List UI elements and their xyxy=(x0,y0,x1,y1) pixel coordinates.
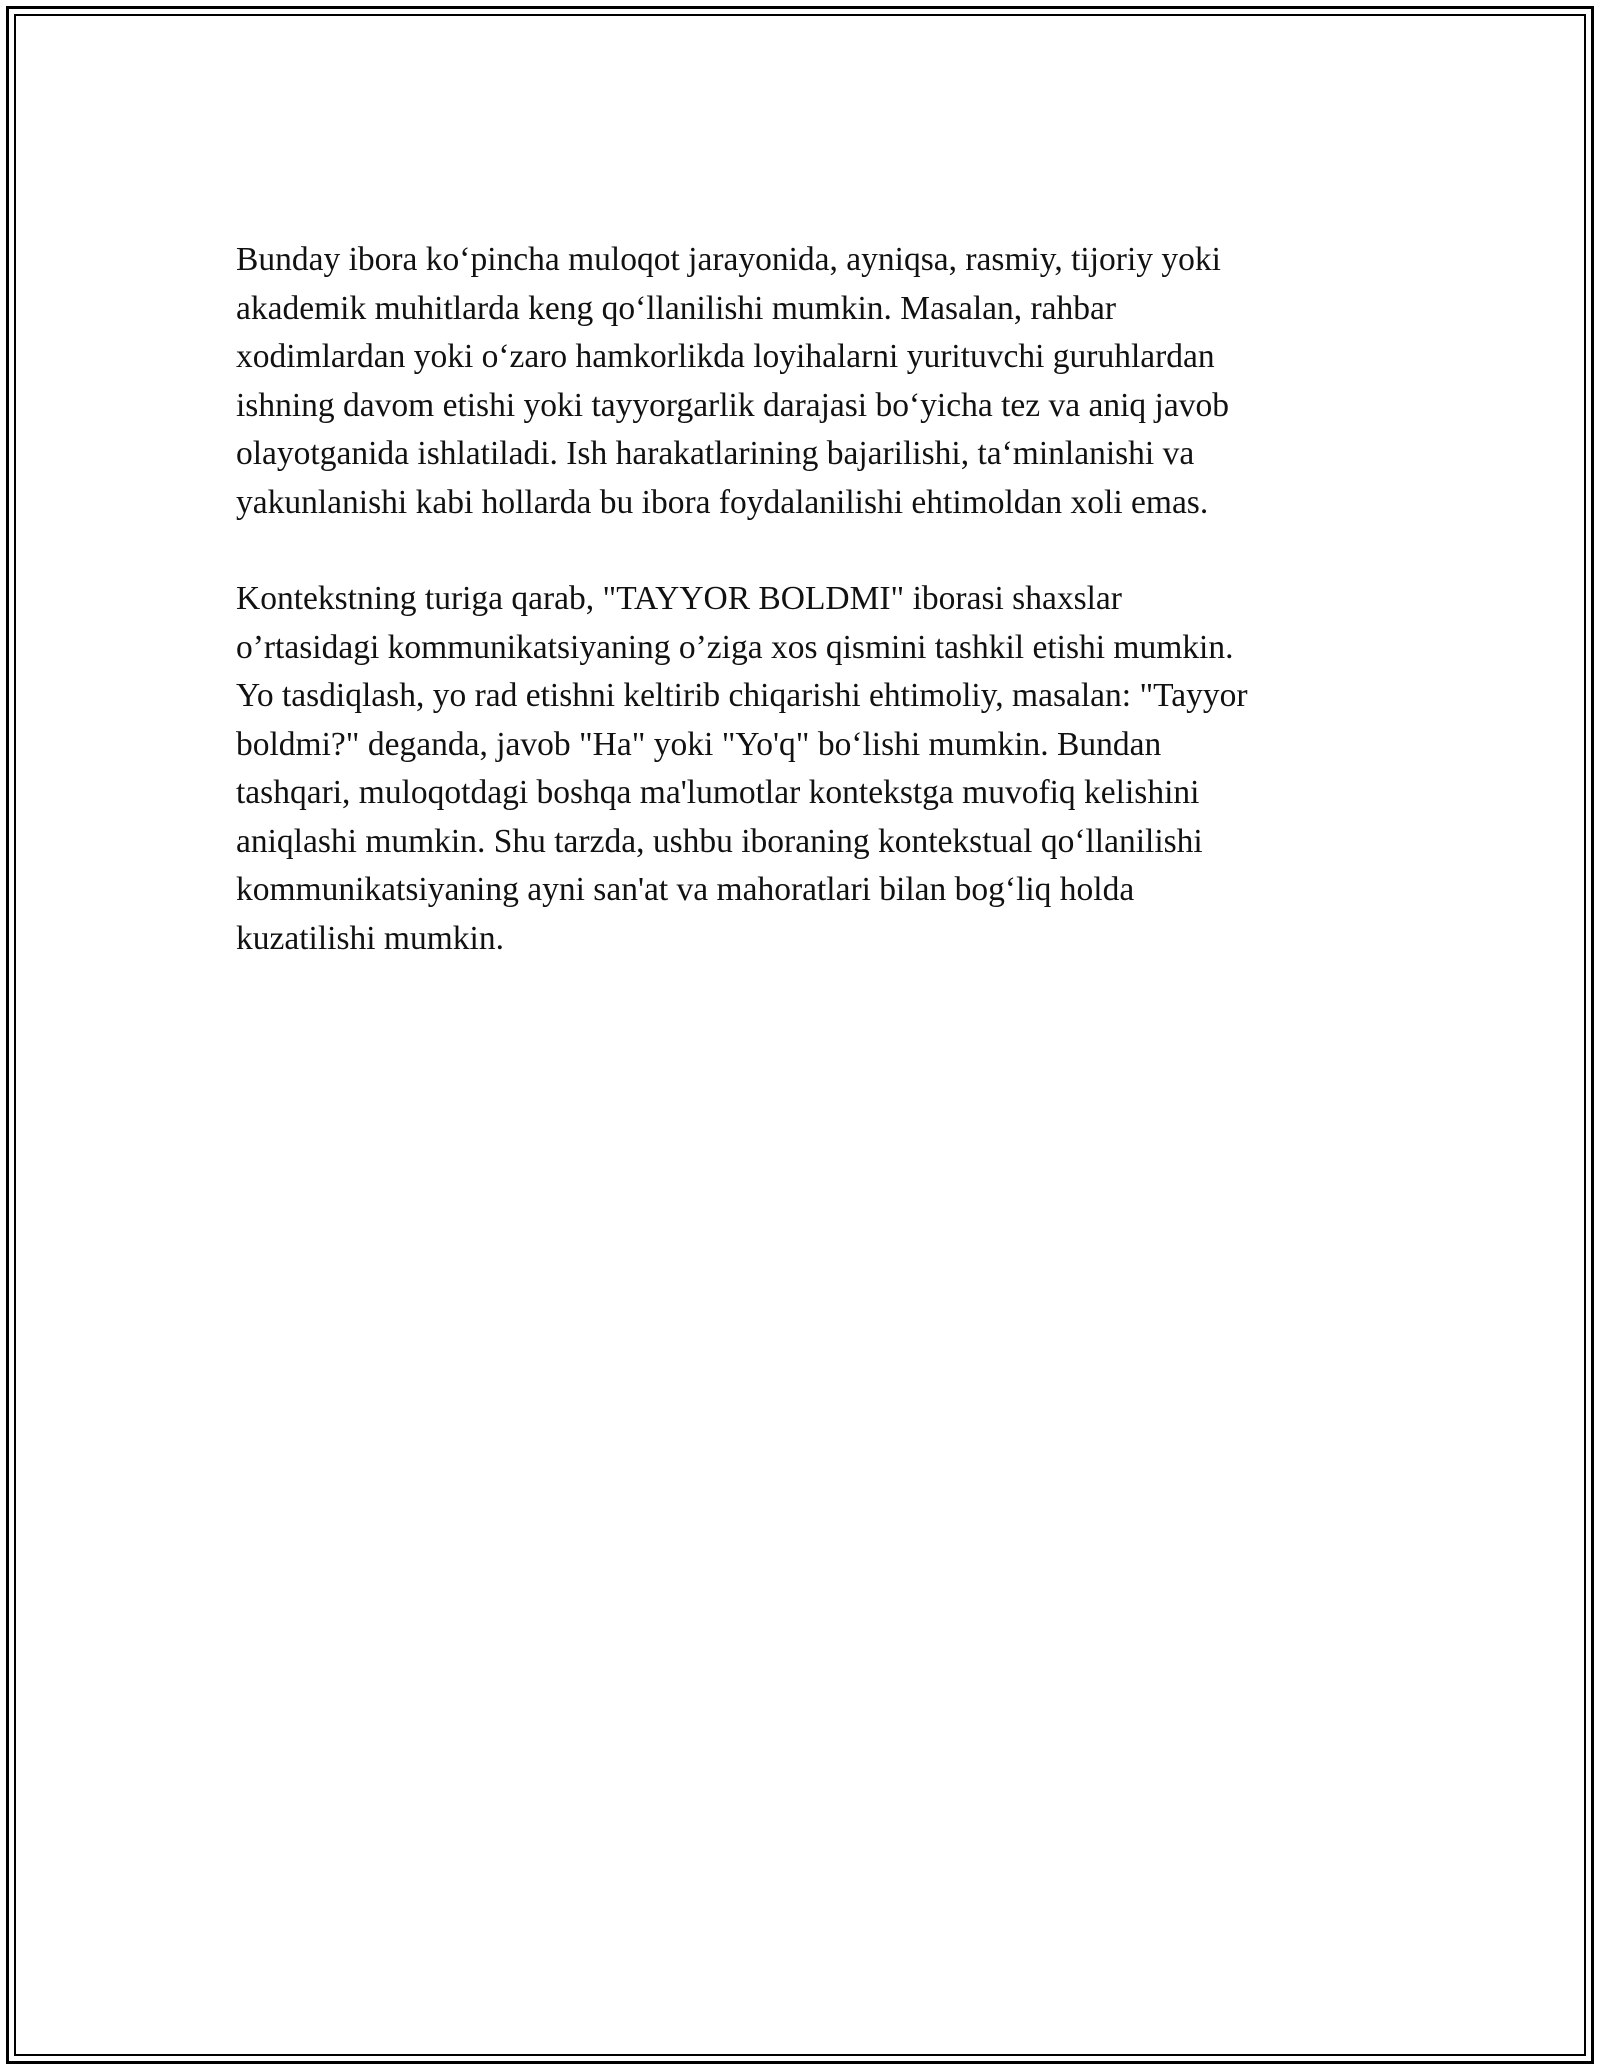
document-body xyxy=(236,236,1366,1011)
text-line: boldmi?" deganda, javob "Ha" yoki "Yo'q" bo‘lishi mumkin. Bundan xyxy=(236,725,1162,763)
text-line: akademik muhitlarda keng qo‘llanilishi mumkin. Masalan, rahbar xyxy=(236,289,1117,327)
text-line: olayotganida ishlatiladi. Ish harakatlarining bajarilishi, ta‘minlanishi va xyxy=(236,435,1195,472)
text-line: ishning davom etishi yoki tayyorgarlik darajasi bo‘yicha tez va aniq javob xyxy=(236,386,1229,424)
text-line: Kontekstning turiga qarab, "TAYYOR BOLDMI" iborasi shaxslar xyxy=(236,580,1122,617)
paragraph-2 xyxy=(236,575,1366,963)
text-line: aniqlashi mumkin. Shu tarzda, ushbu iboraning kontekstual qo‘llanilishi xyxy=(236,822,1203,860)
text-line: o’rtasidagi kommunikatsiyaning o’ziga xos qismini tashkil etishi mumkin. xyxy=(236,628,1234,666)
text-line: kuzatilishi mumkin. xyxy=(236,919,504,957)
text-line: xodimlardan yoki o‘zaro hamkorlikda loyihalarni yurituvchi guruhlardan xyxy=(236,338,1215,375)
text-line: kommunikatsiyaning ayni san'at va mahoratlari bilan bog‘liq holda xyxy=(236,871,1135,908)
text-line: Bunday ibora ko‘pincha muloqot jarayonida, ayniqsa, rasmiy, tijoriy yoki xyxy=(236,241,1221,278)
text-line: yakunlanishi kabi hollarda bu ibora foydalanilishi ehtimoldan xoli emas. xyxy=(236,483,1209,521)
paragraph-1 xyxy=(236,236,1366,527)
text-line: Yo tasdiqlash, yo rad etishni keltirib chiqarishi ehtimoliy, masalan: "Tayyor xyxy=(236,677,1248,714)
text-line: tashqari, muloqotdagi boshqa ma'lumotlar kontekstga muvofiq kelishini xyxy=(236,774,1200,811)
